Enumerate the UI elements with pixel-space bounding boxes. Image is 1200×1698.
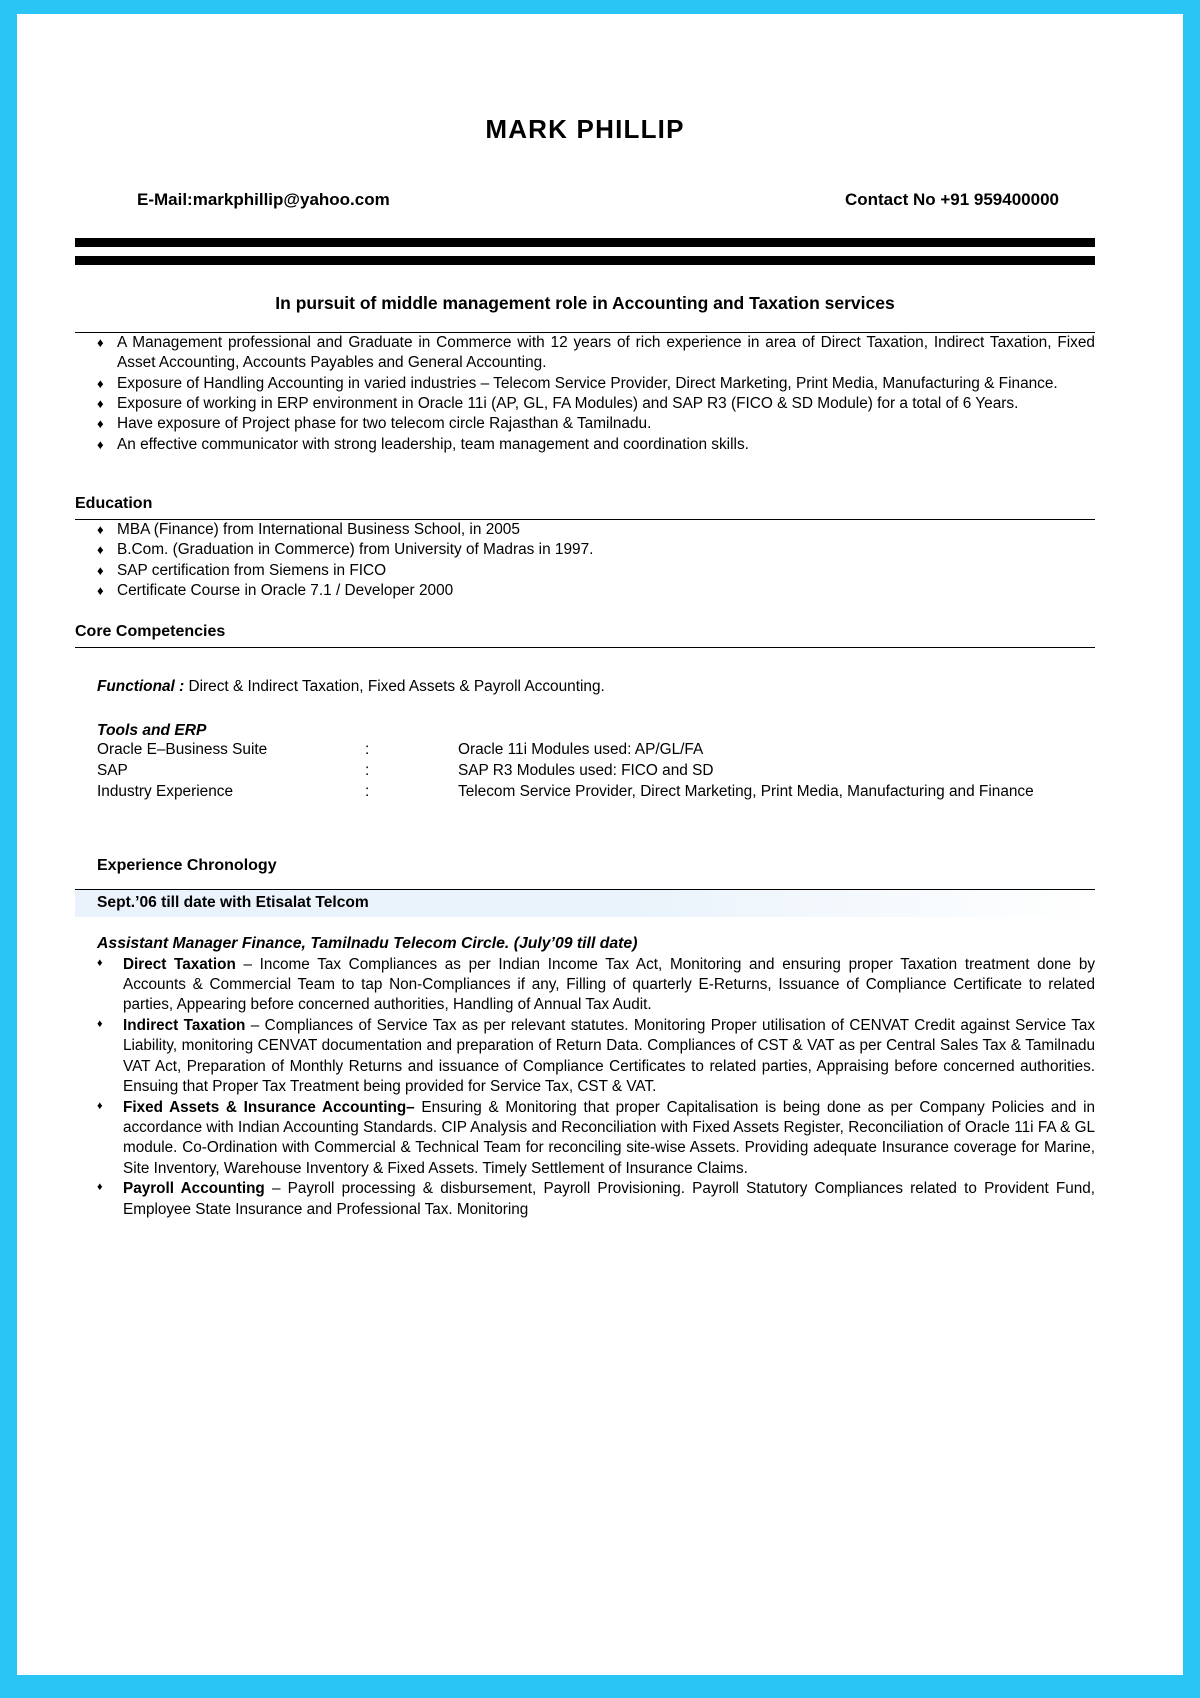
role-title: Assistant Manager Finance, Tamilnadu Telecom Circle. (July’09 till date) bbox=[97, 934, 638, 952]
list-item bbox=[75, 955, 1095, 1016]
functional-label: Functional : bbox=[97, 678, 185, 696]
section-heading-experience: Experience Chronology bbox=[97, 856, 277, 874]
list-item bbox=[75, 561, 1095, 581]
rule-bar-bottom bbox=[75, 256, 1095, 265]
rule-gap bbox=[75, 247, 1095, 256]
diamond-bullet-icon: ♦ bbox=[97, 436, 104, 452]
bullet-label: Payroll Accounting bbox=[123, 1180, 265, 1198]
bullet-label: Indirect Taxation bbox=[123, 1016, 246, 1034]
list-item-text: Have exposure of Project phase for two telecom circle Rajasthan & Tamilnadu. bbox=[117, 415, 652, 433]
list-item bbox=[75, 333, 1095, 374]
bullet-text: – Payroll processing & disbursement, Payroll Provisioning. Payroll Statutory Compliances related to Provident Fund, Employee State Insurance and Professional Tax. Monitoring bbox=[123, 1180, 1096, 1218]
tools-table bbox=[97, 740, 1034, 802]
table-row bbox=[97, 761, 1034, 782]
tool-name: Industry Experience bbox=[97, 782, 234, 800]
tool-separator: : bbox=[365, 762, 370, 780]
diamond-bullet-icon: ♦ bbox=[97, 956, 103, 969]
list-item bbox=[75, 1098, 1095, 1180]
list-item-text: SAP certification from Siemens in FICO bbox=[117, 561, 387, 579]
contact-row bbox=[75, 190, 1095, 210]
phone-text: Contact No +91 959400000 bbox=[844, 190, 1059, 209]
summary-bullet-list bbox=[75, 333, 1095, 455]
email-text: E-Mail:markphillip@yahoo.com bbox=[137, 190, 390, 209]
diamond-bullet-icon: ♦ bbox=[97, 542, 104, 558]
list-item bbox=[75, 1179, 1095, 1220]
tools-and-erp-title: Tools and ERP bbox=[97, 722, 207, 740]
tool-name: SAP bbox=[97, 762, 128, 780]
bullet-text: – Compliances of Service Tax as per relevant statutes. Monitoring Proper utilisation of CENVAT Credit against Service Tax Liability, monitoring CENVAT documentation and preparation of Return Data. Compliances of CST & VAT as per Central Sales Tax & Tamilnadu VAT Act, Preparation of Monthly Returns and issuance of Compliance Certificates to related parties, Appraising before concerned authorities. Ensuing that Proper Tax Treatment being provided for Service Tax, CST & VAT. bbox=[123, 1016, 1096, 1096]
diamond-bullet-icon: ♦ bbox=[97, 562, 104, 578]
diamond-bullet-icon: ♦ bbox=[97, 1181, 103, 1194]
bullet-text: – Income Tax Compliances as per Indian Income Tax Act, Monitoring and ensuring proper Taxation treatment done by Accounts & Commercial Team to tap Non-Compliances if any, Filling of quarterly E-Returns, Issuance of Compliance Certificate to related parties, Appearing before concerned authorities, Handling of Annual Tax Audit. bbox=[123, 955, 1095, 1014]
list-item-text: An effective communicator with strong leadership, team management and coordination skills. bbox=[117, 435, 749, 453]
page-title: MARK PHILLIP bbox=[485, 114, 685, 144]
spacer bbox=[75, 843, 1095, 857]
list-item bbox=[75, 414, 1095, 434]
list-item-text: MBA (Finance) from International Business School, in 2005 bbox=[117, 520, 520, 538]
list-item-text: A Management professional and Graduate in Commerce with 12 years of rich experience in area of Direct Taxation, Indirect Taxation, Fixed Asset Accounting, Accounts Payables and General Accounting. bbox=[117, 334, 1095, 372]
diamond-bullet-icon: ♦ bbox=[97, 335, 104, 350]
tool-value: Oracle 11i Modules used: AP/GL/FA bbox=[458, 741, 704, 759]
education-list bbox=[75, 520, 1095, 601]
resume-page bbox=[17, 14, 1183, 1675]
list-item-text: B.Com. (Graduation in Commerce) from University of Madras in 1997. bbox=[117, 541, 594, 559]
diamond-bullet-icon: ♦ bbox=[97, 416, 104, 432]
list-item bbox=[75, 540, 1095, 560]
table-row bbox=[97, 782, 1034, 803]
list-item bbox=[75, 520, 1095, 540]
diamond-bullet-icon: ♦ bbox=[97, 1017, 103, 1030]
list-item bbox=[75, 581, 1095, 601]
section-heading-education: Education bbox=[75, 495, 1095, 520]
bullet-text: Ensuring & Monitoring that proper Capitalisation is being done as per Company Policies and in accordance with Indian Accounting Standards. CIP Analysis and Reconciliation with Fixed Assets Register, Reconciliation of Oracle 11i FA & GL module. Co-Ordination with Commercial & Technical Team for reconciling site-wise Assets. Providing adequate Insurance coverage for Marine, Site Inventory, Warehouse Inventory & Fixed Assets. Timely Settlement of Insurance Claims. bbox=[123, 1098, 1096, 1177]
diamond-bullet-icon: ♦ bbox=[97, 1099, 103, 1112]
functional-value: Direct & Indirect Taxation, Fixed Assets & Payroll Accounting. bbox=[184, 678, 605, 696]
rule-bar-top bbox=[75, 238, 1095, 247]
list-item bbox=[75, 1016, 1095, 1098]
diamond-bullet-icon: ♦ bbox=[97, 395, 104, 411]
spacer bbox=[75, 601, 1095, 623]
tool-name: Oracle E–Business Suite bbox=[97, 741, 268, 759]
tool-value: Telecom Service Provider, Direct Marketing, Print Media, Manufacturing and Finance bbox=[458, 782, 1034, 800]
resume-content bbox=[75, 14, 1095, 1220]
list-item-text: Certificate Course in Oracle 7.1 / Developer 2000 bbox=[117, 581, 454, 599]
company-header-bar: Sept.’06 till date with Etisalat Telcom bbox=[75, 889, 1095, 917]
list-item-text: Exposure of working in ERP environment in Oracle 11i (AP, GL, FA Modules) and SAP R3 (FICO & SD Module) for a total of 6 Years. bbox=[117, 394, 1019, 412]
tool-value: SAP R3 Modules used: FICO and SD bbox=[458, 762, 714, 780]
bullet-label: Direct Taxation bbox=[123, 955, 236, 973]
list-item bbox=[75, 435, 1095, 455]
section-heading-core-competencies: Core Competencies bbox=[75, 623, 1095, 648]
list-item bbox=[75, 394, 1095, 414]
list-item-text: Exposure of Handling Accounting in varied industries – Telecom Service Provider, Direct Marketing, Print Media, Manufacturing & Finance. bbox=[117, 374, 1058, 392]
diamond-bullet-icon: ♦ bbox=[97, 582, 104, 598]
table-row bbox=[97, 740, 1034, 761]
tool-separator: : bbox=[365, 741, 370, 759]
bullet-label: Fixed Assets & Insurance Accounting– bbox=[123, 1098, 415, 1116]
objective-statement: In pursuit of middle management role in Accounting and Taxation services bbox=[75, 293, 1095, 333]
spacer bbox=[75, 455, 1095, 495]
spacer bbox=[75, 803, 1095, 843]
diamond-bullet-icon: ♦ bbox=[97, 375, 104, 391]
functional-competency-line bbox=[75, 678, 1095, 696]
list-item bbox=[75, 374, 1095, 394]
header-double-rule bbox=[75, 238, 1095, 265]
spacer bbox=[75, 648, 1095, 678]
tool-separator: : bbox=[365, 782, 370, 800]
experience-bullet-list bbox=[75, 955, 1095, 1220]
diamond-bullet-icon: ♦ bbox=[97, 521, 104, 537]
